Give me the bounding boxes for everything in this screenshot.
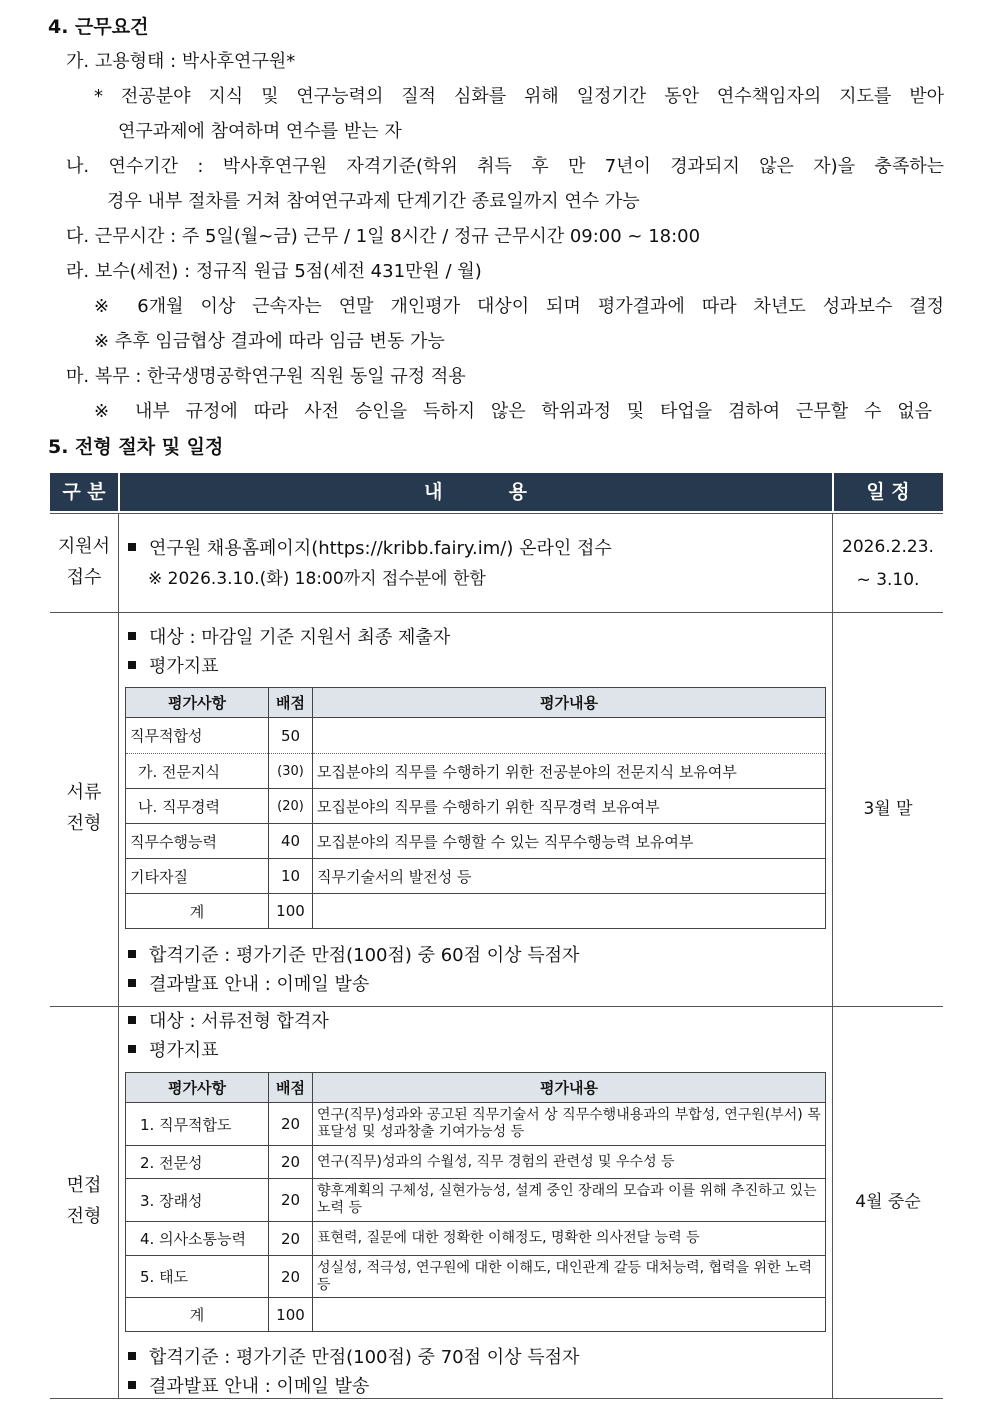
col-header-desc: 평가내용 — [313, 688, 826, 718]
interview-category: 면접 전형 — [66, 1175, 102, 1227]
table-row: 직무적합성 50 — [126, 718, 826, 754]
apply-schedule: 2026.2.23. ~ 3.10. — [842, 537, 934, 590]
docs-evaluation-table — [125, 687, 826, 929]
salary-line: 라. 보수(세전) : 정규직 원급 5점(세전 431만원 / 월) — [66, 261, 482, 282]
column-divider — [118, 513, 119, 1399]
row-divider — [50, 612, 943, 613]
service-line: 마. 복무 : 한국생명공학연구원 직원 동일 규정 적용 — [66, 366, 466, 387]
table-row: 기타자질 10 직무기술서의 발전성 등 — [126, 859, 826, 894]
docs-result-notice: 결과발표 안내 : 이메일 발송 — [128, 970, 369, 996]
interview-result-notice: 결과발표 안내 : 이메일 발송 — [128, 1372, 369, 1398]
table-row: 4. 의사소통능력 20 표현력, 질문에 대한 정확한 이해정도, 명확한 의사전달 능력 등 — [126, 1222, 826, 1256]
table-row: 나. 직무경력 (20) 모집분야의 직무를 수행하기 위한 직무경력 보유여부 — [126, 789, 826, 824]
interview-target-item: 대상 : 서류전형 합격자 — [128, 1007, 329, 1033]
employment-note-line1: * 전공분야 지식 및 연구능력의 질적 심화를 위해 일정기간 동안 연수책임자의 지도를 받아 — [94, 86, 944, 107]
row-divider — [50, 513, 943, 514]
row-divider — [50, 1398, 943, 1399]
bullet-square-icon — [128, 632, 136, 640]
col-header-item: 평가사항 — [126, 688, 269, 718]
apply-category: 지원서 접수 — [57, 536, 111, 588]
table-row: 5. 태도 20 성실성, 적극성, 연구원에 대한 이해도, 대인관계 갈등 대처능력, 협력을 위한 노력 등 — [126, 1256, 826, 1298]
apply-online-item: 연구원 채용홈페이지(https://kribb.fairy.im/) 온라인 접수 — [128, 534, 612, 560]
table-row: 계 100 — [126, 1298, 826, 1332]
table-row: 1. 직무적합도 20 연구(직무)성과와 공고된 직무기술서 상 직무수행내용과의 부합성, 연구원(부서) 목표달성 및 성과창출 기여가능성 등 — [126, 1103, 826, 1146]
working-hours-line: 다. 근무시간 : 주 5일(월~금) 근무 / 1일 8시간 / 정규 근무시간 09:00 ~ 18:00 — [66, 226, 701, 247]
docs-target-item: 대상 : 마감일 기준 지원서 최종 제출자 — [128, 623, 450, 649]
bullet-square-icon — [128, 1045, 136, 1053]
bullet-square-icon — [128, 661, 136, 669]
training-period-line1: 나. 연수기간 : 박사후연구원 자격기준(학위 취득 후 만 7년이 경과되지 않은 자)을 충족하는 — [66, 156, 944, 177]
col-header-desc: 평가내용 — [313, 1073, 826, 1103]
table-row: 직무수행능력 40 모집분야의 직무를 수행할 수 있는 직무수행능력 보유여부 — [126, 824, 826, 859]
table-row: 가. 전문지식 (30) 모집분야의 직무를 수행하기 위한 전공분야의 전문지식 보유여부 — [126, 754, 826, 789]
bullet-square-icon — [128, 1352, 136, 1360]
docs-pass-criteria: 합격기준 : 평가기준 만점(100점) 중 60점 이상 득점자 — [128, 941, 579, 967]
interview-indicator-item: 평가지표 — [128, 1036, 219, 1062]
col-header-item: 평가사항 — [126, 1073, 269, 1103]
schedule-table-header — [50, 473, 943, 511]
service-note-line: ※ 내부 규정에 따라 사전 승인을 득하지 않은 학위과정 및 타업을 겸하여 근무할 수 없음 — [94, 401, 932, 422]
header-category: 구 분 — [62, 481, 106, 503]
header-schedule: 일 정 — [866, 481, 910, 503]
col-header-score: 배점 — [269, 1073, 313, 1103]
section4-title: 4. 근무요건 — [48, 16, 149, 38]
bullet-square-icon — [128, 950, 136, 958]
docs-schedule: 3월 말 — [863, 799, 913, 819]
docs-indicator-item: 평가지표 — [128, 652, 219, 678]
header-content: 내 용 — [424, 481, 527, 503]
employment-note-line2: 연구과제에 참여하며 연수를 받는 자 — [118, 121, 402, 142]
bullet-square-icon — [128, 543, 136, 551]
interview-evaluation-table — [125, 1072, 826, 1332]
table-row: 2. 전문성 20 연구(직무)성과의 수월성, 직무 경험의 관련성 및 우수성 등 — [126, 1146, 826, 1179]
bullet-square-icon — [128, 1381, 136, 1389]
bullet-square-icon — [128, 1016, 136, 1024]
salary-note-line1: ※ 6개월 이상 근속자는 연말 개인평가 대상이 되며 평가결과에 따라 차년도 성과보수 결정 — [94, 296, 944, 317]
table-row: 3. 장래성 20 향후계획의 구체성, 실현가능성, 설계 중인 장래의 모습과 이를 위해 추진하고 있는 노력 등 — [126, 1179, 826, 1222]
interview-schedule: 4월 중순 — [855, 1192, 921, 1212]
column-divider — [832, 513, 833, 1399]
employment-type-line: 가. 고용형태 : 박사후연구원* — [66, 51, 296, 72]
interview-pass-criteria: 합격기준 : 평가기준 만점(100점) 중 70점 이상 득점자 — [128, 1343, 579, 1369]
docs-category: 서류 전형 — [66, 782, 102, 834]
table-row: 계 100 — [126, 894, 826, 929]
header-divider — [832, 473, 834, 511]
training-period-line2: 경우 내부 절차를 거쳐 참여연구과제 단계기간 종료일까지 연수 가능 — [107, 191, 640, 212]
col-header-score: 배점 — [269, 688, 313, 718]
section5-title: 5. 전형 절차 및 일정 — [48, 436, 224, 458]
apply-deadline-note: ※ 2026.3.10.(화) 18:00까지 접수분에 한함 — [148, 569, 486, 589]
bullet-square-icon — [128, 979, 136, 987]
salary-note-line2: ※ 추후 임금협상 결과에 따라 임금 변동 가능 — [94, 331, 445, 352]
header-divider — [118, 473, 120, 511]
